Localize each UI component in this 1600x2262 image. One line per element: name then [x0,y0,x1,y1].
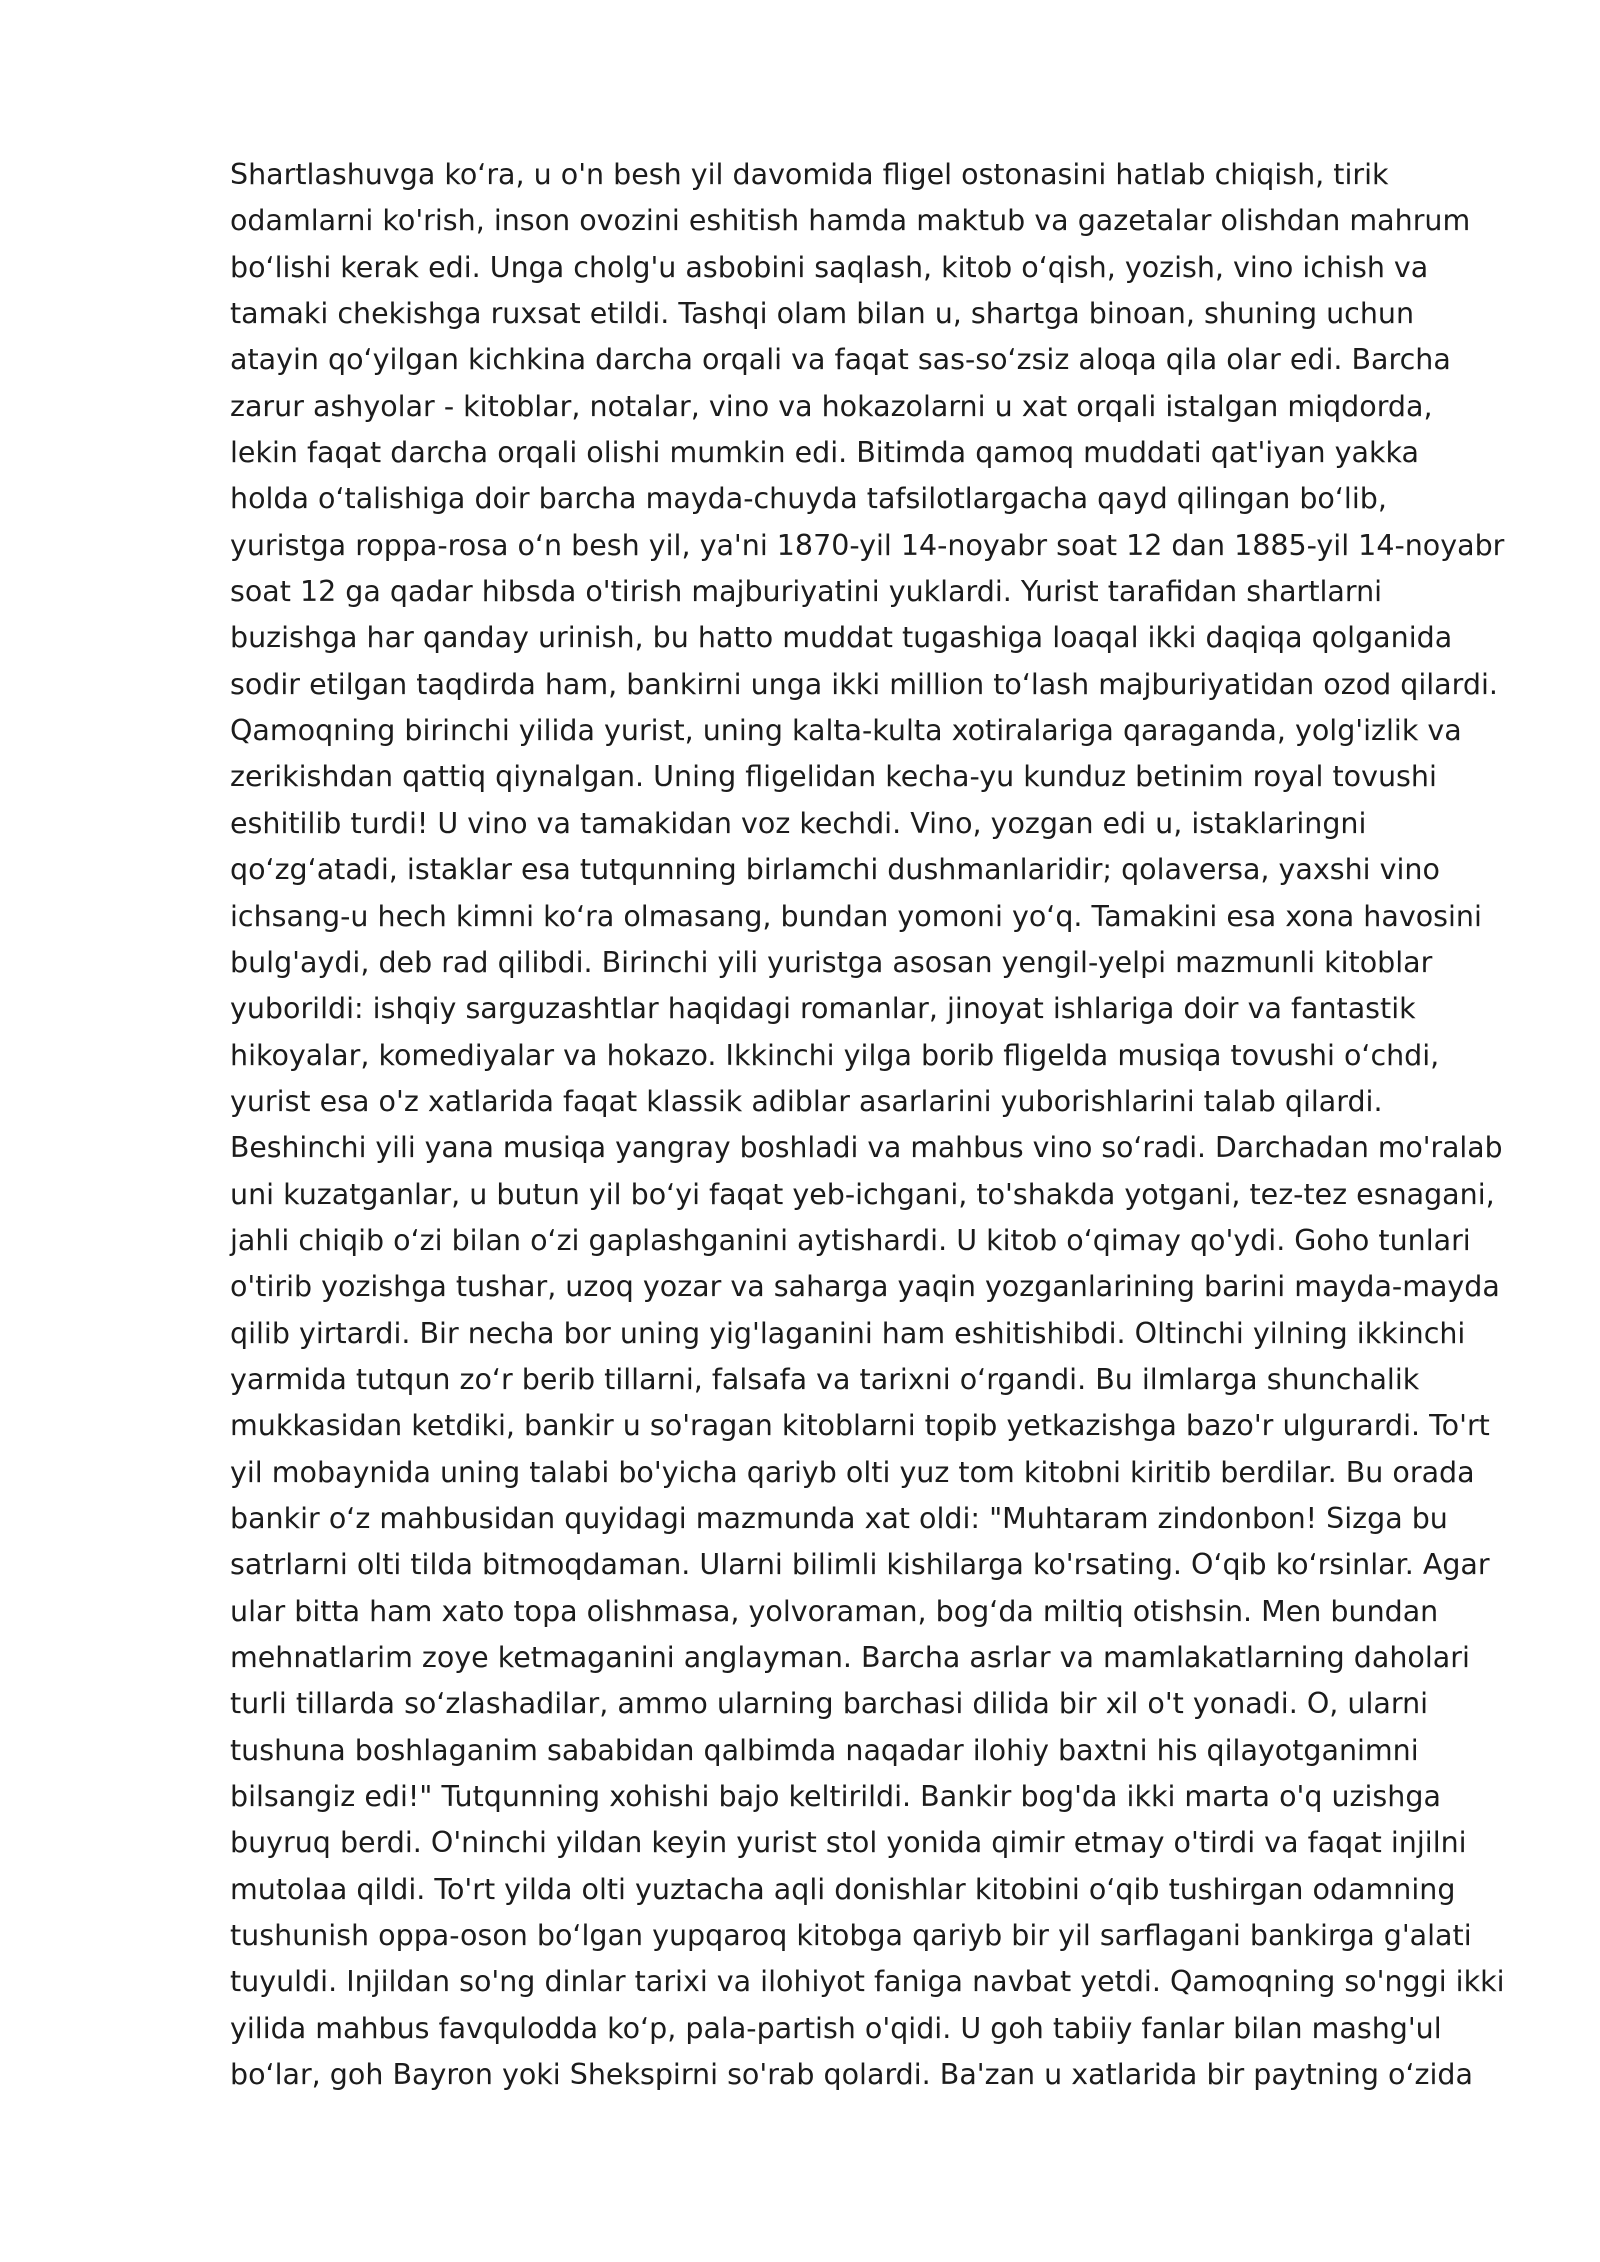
text-line: tushunish oppa-oson boʻlgan yupqaroq kitobga qariyb bir yil sarflagani bankirga g'alati [230,1919,1472,1953]
text-line: mukkasidan ketdiki, bankir u so'ragan kitoblarni topib yetkazishga bazo'r ulgurardi. To'rt [230,1409,1490,1443]
text-line: soat 12 ga qadar hibsda o'tirish majburiyatini yuklardi. Yurist tarafidan shartlarni [230,575,1383,609]
text-line: yurist esa o'z xatlarida faqat klassik adiblar asarlarini yuborishlarini talab qilardi. [230,1084,1383,1118]
text-line: satrlarni olti tilda bitmoqdaman. Ularni bilimli kishilarga ko'rsating. Oʻqib koʻrsinlar. Agar [230,1548,1490,1582]
text-line: buzishga har qanday urinish, bu hatto muddat tugashiga loaqal ikki daqiqa qolganida [230,621,1453,655]
text-line: yuborildi: ishqiy sarguzashtlar haqidagi romanlar, jinoyat ishlariga doir va fantastik [230,992,1416,1026]
text-line: yarmida tutqun zoʻr berib tillarni, falsafa va tarixni oʻrgandi. Bu ilmlarga shunchalik [230,1362,1420,1396]
text-line: o'tirib yozishga tushar, uzoq yozar va saharga yaqin yozganlarining barini mayda-mayda [230,1270,1500,1304]
text-line: yilida mahbus favqulodda koʻp, pala-partish o'qidi. U goh tabiiy fanlar bilan mashg'ul [230,2011,1442,2045]
text-line: yuristga roppa-rosa oʻn besh yil, ya'ni 1870-yil 14-noyabr soat 12 dan 1885-yil 14-noyabr [230,528,1505,562]
text-line: zerikishdan qattiq qiynalgan. Uning fligelidan kecha-yu kunduz betinim royal tovushi [230,760,1437,794]
text-line: ichsang-u hech kimni koʻra olmasang, bundan yomoni yoʻq. Tamakini esa xona havosini [230,899,1482,933]
text-line: mutolaa qildi. To'rt yilda olti yuztacha aqli donishlar kitobini oʻqib tushirgan odamning [230,1872,1456,1906]
text-line: buyruq berdi. O'ninchi yildan keyin yurist stol yonida qimir etmay o'tirdi va faqat injilni [230,1826,1467,1860]
text-line: qoʻzgʻatadi, istaklar esa tutqunning birlamchi dushmanlaridir; qolaversa, yaxshi vino [230,853,1440,887]
text-line: bulg'aydi, deb rad qilibdi. Birinchi yili yuristga asosan yengil-yelpi mazmunli kitoblar [230,945,1433,979]
text-line: holda oʻtalishiga doir barcha mayda-chuyda tafsilotlargacha qayd qilingan boʻlib, [230,482,1387,516]
text-line: boʻlar, goh Bayron yoki Shekspirni so'rab qolardi. Ba'zan u xatlarida bir paytning oʻzida [230,2058,1473,2092]
text-line: tamaki chekishga ruxsat etildi. Tashqi olam bilan u, shartga binoan, shuning uchun [230,297,1415,331]
text-line: uni kuzatganlar, u butun yil boʻyi faqat yeb-ichgani, to'shakda yotgani, tez-tez esnagani, [230,1177,1495,1211]
text-line: sodir etilgan taqdirda ham, bankirni unga ikki million toʻlash majburiyatidan ozod qilardi. [230,667,1498,701]
text-line: bilsangiz edi!" Tutqunning xohishi bajo keltirildi. Bankir bog'da ikki marta o'q uzishga [230,1780,1441,1814]
text-line: tuyuldi. Injildan so'ng dinlar tarixi va ilohiyot faniga navbat yetdi. Qamoqning so'nggi ikki [230,1965,1505,1999]
text-line: tushuna boshlaganim sababidan qalbimda naqadar ilohiy baxtni his qilayotganimni [230,1733,1419,1767]
text-line: zarur ashyolar - kitoblar, notalar, vino va hokazolarni u xat orqali istalgan miqdorda, [230,389,1433,423]
text-line: Beshinchi yili yana musiqa yangray boshladi va mahbus vino soʻradi. Darchadan mo'ralab [230,1131,1503,1165]
text-line: yil mobaynida uning talabi bo'yicha qariyb olti yuz tom kitobni kiritib berdilar. Bu orada [230,1455,1475,1489]
text-line: eshitilib turdi! U vino va tamakidan voz kechdi. Vino, yozgan edi u, istaklaringni [230,806,1367,840]
text-line: Shartlashuvga koʻra, u o'n besh yil davomida fligel ostonasini hatlab chiqish, tirik [230,158,1389,191]
text-line: atayin qoʻyilgan kichkina darcha orqali va faqat sas-soʻzsiz aloqa qila olar edi. Barcha [230,343,1451,377]
text-line: hikoyalar, komediyalar va hokazo. Ikkinchi yilga borib fligelda musiqa tovushi oʻchdi, [230,1038,1440,1072]
body-paragraph [230,152,1510,2098]
text-line: ular bitta ham xato topa olishmasa, yolvoraman, bogʻda miltiq otishsin. Men bundan [230,1594,1439,1628]
text-line: mehnatlarim zoye ketmaganini anglayman. Barcha asrlar va mamlakatlarning daholari [230,1641,1470,1674]
text-line: lekin faqat darcha orqali olishi mumkin edi. Bitimda qamoq muddati qat'iyan yakka [230,436,1419,470]
text-line: odamlarni ko'rish, inson ovozini eshitish hamda maktub va gazetalar olishdan mahrum [230,204,1471,238]
text-line: Qamoqning birinchi yilida yurist, uning kalta-kulta xotiralariga qaraganda, yolg'izlik va [230,714,1462,748]
text-line: boʻlishi kerak edi. Unga cholg'u asbobini saqlash, kitob oʻqish, yozish, vino ichish va [230,250,1429,284]
text-line: bankir oʻz mahbusidan quyidagi mazmunda xat oldi: "Muhtaram zindonbon! Sizga bu [230,1501,1448,1535]
text-line: jahli chiqib oʻzi bilan oʻzi gaplashganini aytishardi. U kitob oʻqimay qo'ydi. Goho tunlari [230,1223,1471,1257]
text-line: turli tillarda soʻzlashadilar, ammo ularning barchasi dilida bir xil o't yonadi. O, ularni [230,1687,1429,1721]
text-line: qilib yirtardi. Bir necha bor uning yig'laganini ham eshitishibdi. Oltinchi yilning ikkinchi [230,1316,1466,1350]
